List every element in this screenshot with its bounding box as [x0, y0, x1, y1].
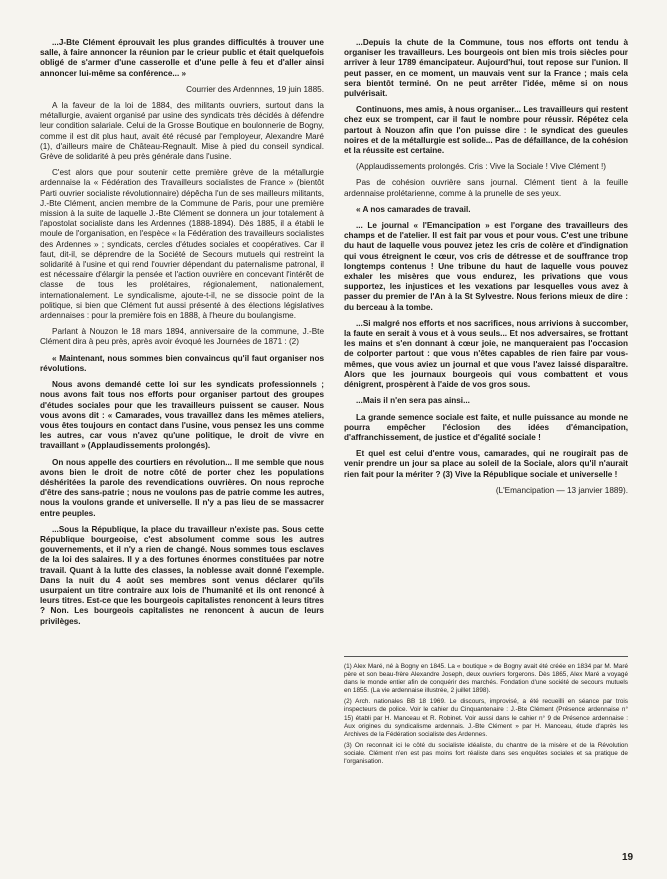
footnote: (2) Arch. nationales BB 18 1969. Le discours, improvisé, a été recueilli en séance par trois inspecteurs de police. Voir le cahier du Cinquantenaire : J.-Bte Clément (Présence ardennaise n° 15) établi par H. Manceau et R. Robinet. Voir aussi dans le cahier n° 9 de Présence ardennaise : Aux origines du syndicalisme ardennais. J.-Bte Clément » par H. Manceau, étude d'après les Archives de la Fédération socialiste des Ardennes. — [344, 698, 628, 738]
paragraph: Nous avons demandé cette loi sur les syndicats professionnels ; nous avons fait tous nos efforts pour organiser partout des groupes d'études sociales pour que les travailleurs puissent se causer. Nous vous avons dit : « Camarades, vous travaillez dans les mêmes ateliers, vous êtes toujours en contact dans l'usine, vous pensez les uns comme les autres, car vous n'avez qu'une politique, le droit de vivre en travaillant » (Applaudissements prolongés). — [40, 380, 324, 451]
footnotes — [344, 656, 628, 769]
paragraph: C'est alors que pour soutenir cette première grève de la métallurgie ardennaise la « Fédération des Travailleurs socialistes de France » (bientôt Parti ouvrier socialiste révolutionnaire) dépêcha l'un de ses mailleurs militants, J.-Bte Clément, ancien membre de la Commune de Paris, pour une première mission à la suite de laquelle J.-Bte Clément se donnera un jour totalement à l'apostolat socialiste dans les Ardennes (1888-1894). Dès 1885, il a établi le moule de l'organisation, en l'espèce « la Fédération des travailleurs socialistes des Ardennes » ; syndicats, cercles d'études sociales et coopératives. Car il faut, dit-il, se déprendre de la Société de Secours mutuels qui restreint la solidarité à l'usine et qui rend l'ouvrier dépendant du paternalisme patronal, il est nécessaire d'élargir la pensée et l'action ouvrière en concevant l'intérêt de classe de tous les prolétaires, régionalement, nationalement, internationalement. Le syndicalisme, ajoute-t-il, ne se dissocie point de la politique, si bien que Clément fut aussi présenté à des élections législatives ardennaises : pour la première fois en 1888, à l'heure du boulangisme. — [40, 168, 324, 321]
paragraph: Parlant à Nouzon le 18 mars 1894, anniversaire de la commune, J.-Bte Clément dira à peu près, après avoir évoqué les Journées de 1871 : (2) — [40, 327, 324, 347]
page-number: 19 — [622, 852, 634, 863]
paragraph: « Maintenant, nous sommes bien convaincus qu'il faut organiser nos révolutions. — [40, 353, 324, 373]
paragraph: ...Mais il n'en sera pas ainsi... — [356, 396, 470, 406]
footnote: (3) On reconnait ici le côté du socialiste idéaliste, du chantre de la misère et de la Révolution sociale. Clément n'en est pas moins fort réaliste dans ses enquêtes sociales et sa pratique de l'organisation. — [344, 741, 628, 766]
paragraph: Pas de cohésion ouvrière sans journal. Clément tient à la feuille ardennaise prolétarienne, comme à la prunelle de ses yeux. — [344, 178, 628, 198]
paragraph: ...J-Bte Clément éprouvait les plus grandes difficultés à trouver une salle, à faire annoncer la réunion par le crieur public et était quelquefois obligé de s'armer d'une casserolle et d'une pelle à feu et d'aller ainsi annoncer lui-même sa conférence... » — [40, 38, 324, 78]
paragraph: ...Sous la République, la place du travailleur n'existe pas. Sous cette République bourgeoise, c'est absolument comme sous les autres gouvernements, et il n'y a rien de changé. Nous sommes tous esclaves de la loi des salaires. Il y a des fortunes énormes constituées par notre travail. Quant à la lutte des classes, la noblesse avait donné l'exemple. Dans la nuit du 4 août ses membres sont venus déclarer qu'ils usurpaient un titre contraire aux lois de l'humanité et ils ont renoncé à leurs titres. Est-ce que les bourgeois capitalistes renoncent à leurs titres ? Non. Les bourgeois capitalistes ne renoncent à aucun de leurs privilèges. — [40, 524, 324, 626]
paragraph: Continuons, mes amis, à nous organiser... Les travailleurs qui restent chez eux se trompent, car il faut le nombre pour réussir. Répétez cela partout à Nouzon afin que l'on puisse dire : le syndicat des gueules noires et de la métallurgie est solide... Pas de défaillance, de la cohésion et la réussite est certaine. — [344, 105, 628, 156]
paragraph: Courrier des Ardennnes, 19 juin 1885. — [186, 84, 324, 94]
paragraph: On nous appelle des courtiers en révolution... Il me semble que nous avons bien le droit de notre côté de porter chez les populations déshéritées la parole des revendications ouvrières. On nous reproche d'être des sans-patrie ; nous ne voulons pas de patrie comme les autres, nous la voulons grande et universelle. Il n'y a pas lieu de se massacrer entre peuples. — [40, 457, 324, 518]
paragraph: La grande semence sociale est faite, et nulle puissance au monde ne pourra empêcher l'éclosion des idées d'émancipation, d'affranchissement, de justice et d'égalité sociale ! — [344, 412, 628, 442]
left-column — [40, 38, 324, 633]
footnote: (1) Alex Maré, né à Bogny en 1845. La « boutique » de Bogny avait été créée en 1834 par M. Maré père et son beau-frère Alexandre Joseph, deux ouvriers forgerons. Dès 1865, Alex Maré a voyagé dans le monde entier afin de conquérir des marchés. Fondation d'une société de secours mutuels en 1855. (La vie ardennaise illustrée, 2 juillet 1898). — [344, 663, 628, 695]
paragraph: ...Depuis la chute de la Commune, tous nos efforts ont tendu à organiser les travailleurs. Les bourgeois ont bien mis trois siècles pour arriver à leur 1789 émancipateur. Aujourd'hui, tout repose sur l'union. Il peut passer, en ce moment, un mauvais vent sur la France ; mais cela sera bientôt terminé. On ne peut arrêter l'idée, même si on nous pulvérisait. — [344, 38, 628, 99]
paragraph: « A nos camarades de travail. — [356, 204, 471, 214]
paragraph: A la faveur de la loi de 1884, des militants ouvriers, surtout dans la métallurgie, avaient organisé par usine des syndicats très décidés à défendre leur condition salariale. Celui de la Grosse Boutique en boulonnerie de Bogny, comme il est dit plus haut, avait été récusé par l'employeur, Alexandre Maré (1), d'ailleurs maire de Château-Regnault. Mise à pied du conseil syndical. Grève de solidarité à peu près générale dans l'usine. — [40, 101, 324, 162]
paragraph: (Applaudissements prolongés. Cris : Vive la Sociale ! Vive Clément !) — [356, 162, 606, 172]
right-column — [344, 38, 628, 502]
paragraph: (L'Emancipation — 13 janvier 1889). — [495, 485, 628, 495]
paragraph: ... Le journal « l'Emancipation » est l'organe des travailleurs des champs et de l'atelier. Il est fait par vous et pour vous. C'est une tribune du haut de laquelle vous pouvez jetez les cris de colère et d'indignation qui vous étreignent le cœur, vos cris de détresse et de souffrance trop longtemps contenus ! Une tribune du haut de laquelle vous pouvez exhaler les misères que vous endurez, les privations que vous supportez, les injustices et les vexations par lesquelles vous avez à passer du premier de l'An à la St Sylvestre. Nous ferions mieux de dire : du berceau à la tombe. — [344, 221, 628, 312]
paragraph: ...Si malgré nos efforts et nos sacrifices, nous arrivions à succomber, la faute en serait à vous et à vous seuls... Et nos adversaires, se frottant les mains et s'en donnant à cœur joie, ne manqueraient pas l'occasion de colporter partout : que vous n'êtes capables de rien faire par vous-mêmes, que vous aviez un journal et que vous l'avez laissé disparaître. Alors que les journaux bourgeois qui vous combattent et vous dénigrent, prospèrent à l'aide de vos gros sous. — [344, 318, 628, 390]
paragraph: Et quel est celui d'entre vous, camarades, qui ne rougirait pas de venir prendre un jour sa place au soleil de la Sociale, alors qu'il n'aurait rien fait pour la mériter ? (3) Vive la République sociale et universelle ! — [344, 449, 628, 479]
